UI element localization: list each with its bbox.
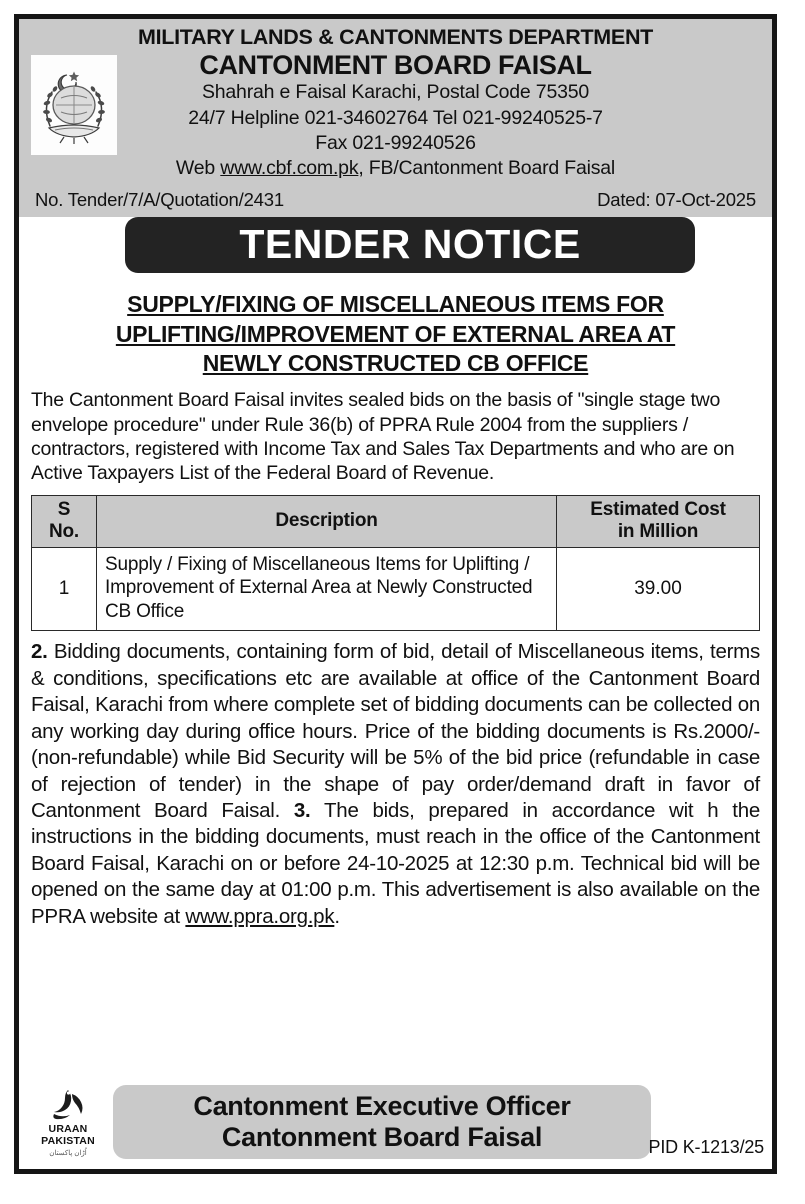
sno-header-line1: S bbox=[57, 498, 71, 520]
column-header-description: Description bbox=[97, 495, 557, 547]
uraan-logo-line1: URAAN bbox=[48, 1123, 88, 1135]
clause-2-text: Bidding documents, containing form of bid, detail of Miscellaneous items, terms & conditions, specifications etc are available at office of the Cantonment Board Faisal, Karachi from where complete set of bidding documents can be collected on any working day during office hours. Price of the bidding documents is Rs.2000/- (non-refundable) while Bid Security will be 5% of the bid price (refundable in case of rejection of tender) in the shape of pay order/demand draft in favor of Cantonment Board Faisal. bbox=[31, 640, 760, 822]
web-line bbox=[29, 156, 762, 181]
fax-line: Fax 021-99240526 bbox=[315, 132, 476, 154]
web-suffix-label: , FB/Cantonment Board Faisal bbox=[358, 157, 616, 180]
cell-cost: 39.00 bbox=[557, 547, 760, 631]
uraan-logo-line2: PAKISTAN bbox=[41, 1135, 95, 1148]
uraan-pakistan-logo bbox=[29, 1087, 107, 1163]
subject-line-1: SUPPLY/FIXING OF MISCELLANEOUS ITEMS FOR bbox=[127, 290, 664, 317]
subject-line-2: UPLIFTING/IMPROVEMENT OF EXTERNAL AREA AT bbox=[115, 320, 676, 347]
signature-designation: Cantonment Executive Officer bbox=[193, 1090, 571, 1121]
column-header-cost bbox=[557, 495, 760, 547]
ppra-website-link[interactable]: www.ppra.org.pk bbox=[185, 904, 335, 928]
clause-3-number: 3. bbox=[293, 798, 311, 822]
intro-paragraph: The Cantonment Board Faisal invites sealed bids on the basis of "single stage two envelope procedure" under Rule 36(b) of PPRA Rule 2004 from the suppliers / contractors, registered with Income Tax and Sales Tax Departments and who are on Active Taxpayers List of the Federal Board of Revenue. bbox=[31, 389, 735, 485]
reference-row bbox=[29, 182, 762, 213]
cell-description: Supply / Fixing of Miscellaneous Items for Uplifting / Improvement of External Area at Newly Constructed CB Office bbox=[97, 547, 557, 631]
signature-banner bbox=[113, 1085, 651, 1159]
tender-notice-banner bbox=[125, 217, 695, 273]
subject-heading bbox=[31, 290, 760, 380]
uraan-logo-urdu: اُڑان پاکستان bbox=[49, 1150, 87, 1158]
terms-paragraph bbox=[31, 639, 760, 930]
pakistan-state-emblem-icon bbox=[39, 62, 109, 148]
clause-3-text: The bids, prepared in accordance wit h the instructions in the bidding documents, must reach in the office of the Cantonment Board Faisal, Karachi on or before 24-10-2025 at 12:30 p.m. Technical bid will be opened on the same day at 01:00 p.m. This advertisement is also available on the PPRA website at bbox=[31, 798, 760, 928]
document-header bbox=[19, 19, 772, 217]
clause-3-end: . bbox=[334, 904, 340, 928]
tender-date: Dated: 07-Oct-2025 bbox=[597, 188, 756, 210]
cost-header-line2: in Million bbox=[617, 521, 699, 543]
tender-notice-document bbox=[14, 14, 777, 1174]
pid-reference: PID K-1213/25 bbox=[648, 1137, 764, 1157]
website-link[interactable]: www.cbf.com.pk bbox=[220, 157, 359, 180]
banner-region bbox=[19, 217, 772, 282]
board-name: CANTONMENT BOARD FAISAL bbox=[199, 50, 592, 81]
document-body bbox=[19, 282, 772, 930]
helpline-line: 24/7 Helpline 021-34602764 Tel 021-99240525-7 bbox=[188, 106, 603, 129]
tender-notice-title: TENDER NOTICE bbox=[239, 221, 581, 268]
header-text-block bbox=[29, 25, 762, 182]
table-header-row bbox=[32, 495, 760, 547]
uraan-pakistan-bird-icon bbox=[29, 1087, 107, 1123]
cost-header-line1: Estimated Cost bbox=[590, 498, 726, 520]
column-header-sno bbox=[32, 495, 97, 547]
tender-number: No. Tender/7/A/Quotation/2431 bbox=[35, 188, 284, 210]
document-footer bbox=[19, 1081, 772, 1169]
table-row bbox=[32, 547, 760, 631]
subject-line-3: NEWLY CONSTRUCTED CB OFFICE bbox=[202, 350, 589, 377]
cell-sno: 1 bbox=[32, 547, 97, 631]
tender-items-table bbox=[31, 495, 760, 631]
address-line: Shahrah e Faisal Karachi, Postal Code 75350 bbox=[201, 81, 590, 104]
emblem-container bbox=[31, 55, 117, 155]
sno-header-line2: No. bbox=[48, 521, 79, 543]
signature-office: Cantonment Board Faisal bbox=[221, 1122, 543, 1152]
department-line: MILITARY LANDS & CANTONMENTS DEPARTMENT bbox=[137, 25, 654, 49]
web-prefix-label: Web bbox=[175, 157, 221, 180]
clause-2-number: 2. bbox=[31, 640, 48, 664]
